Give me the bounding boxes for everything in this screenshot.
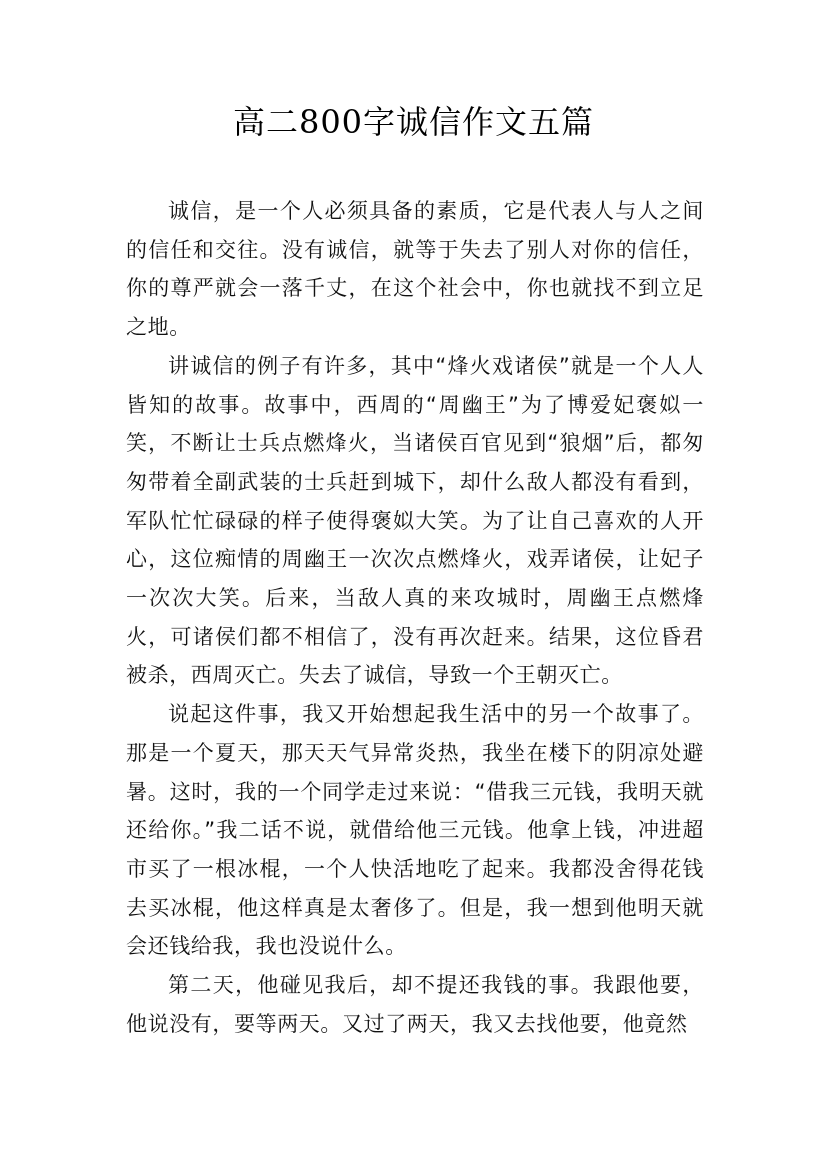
- paragraph-1: 诚信，是一个人必须具备的素质，它是代表人与人之间的信任和交往。没有诚信，就等于失去了别人对你的信任，你的尊严就会一落千丈，在这个社会中，你也就找不到立足之地。: [126, 199, 704, 340]
- paragraph-3: 说起这件事，我又开始想起我生活中的另一个故事了。那是一个夏天，那天天气异常炎热，我坐在楼下的阴凉处避暑。这时，我的一个同学走过来说：“借我三元钱，我明天就还给你。”我二话不说，就借给他三元钱。他拿上钱，冲进超市买了一根冰棍，一个人快活地吃了起来。我都没舍得花钱去买冰棍，他这样真是太奢侈了。但是，我一想到他明天就会还钱给我，我也没说什么。: [126, 702, 704, 959]
- paragraph-4: 第二天，他碰见我后，却不提还我钱的事。我跟他要，他说没有，要等两天。又过了两天，我又去找他要，他竟然: [126, 973, 704, 1036]
- paragraph-2: 讲诚信的例子有许多，其中“烽火戏诸侯”就是一个人人皆知的故事。故事中，西周的“周幽王”为了博爱妃褒姒一笑，不断让士兵点燃烽火，当诸侯百官见到“狼烟”后，都匆匆带着全副武装的士兵赶到城下，却什么敌人都没有看到，军队忙忙碌碌的样子使得褒姒大笑。为了让自己喜欢的人开心，这位痴情的周幽王一次次点燃烽火，戏弄诸侯，让妃子一次次大笑。后来，当敌人真的来攻城时，周幽王点燃烽火，可诸侯们都不相信了，没有再次赶来。结果，这位昏君被杀，西周灭亡。失去了诚信，导致一个王朝灭亡。: [126, 353, 704, 688]
- document-body: [126, 192, 704, 1043]
- document-title: 高二800字诚信作文五篇: [232, 103, 595, 141]
